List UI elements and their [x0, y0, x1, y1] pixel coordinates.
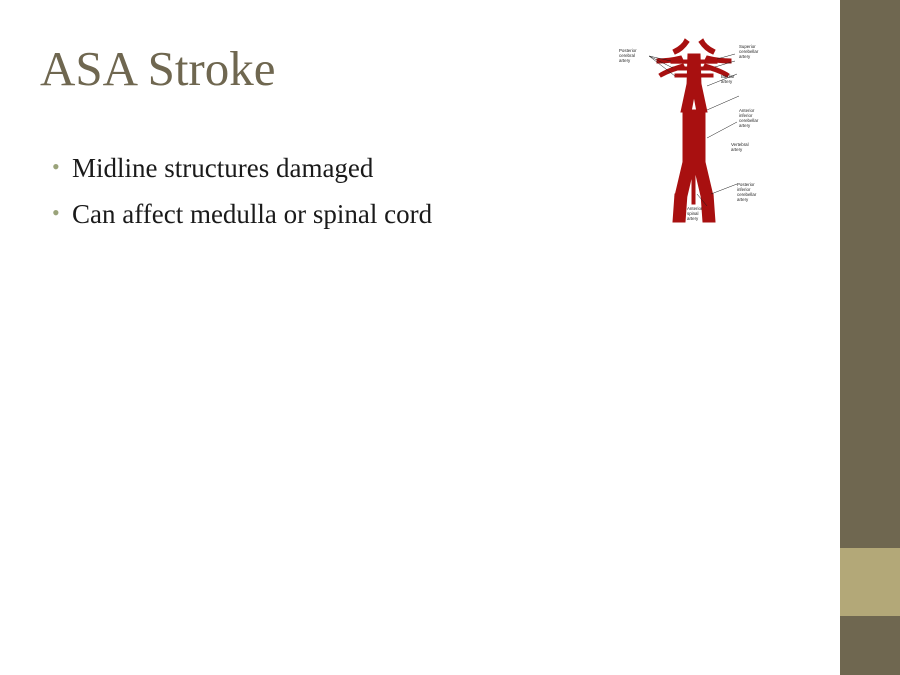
slide-decoration-sidebar — [840, 0, 900, 675]
svg-text:artery: artery — [737, 197, 749, 202]
svg-text:inferior: inferior — [737, 187, 751, 192]
svg-text:cerebellar: cerebellar — [739, 118, 759, 123]
svg-text:artery: artery — [687, 216, 699, 221]
artery-diagram-image — [610, 33, 778, 235]
sidebar-bar-middle — [840, 548, 900, 616]
svg-text:Vertebral: Vertebral — [731, 142, 749, 147]
list-item — [46, 152, 566, 184]
sidebar-bar-bottom — [840, 616, 900, 675]
svg-text:cerebral: cerebral — [619, 53, 635, 58]
svg-text:cerebellar: cerebellar — [739, 49, 759, 54]
bullet-list — [46, 152, 566, 244]
bullet-text: Can affect medulla or spinal cord — [72, 199, 433, 229]
svg-text:cerebellar: cerebellar — [737, 192, 757, 197]
bullet-marker-icon: • — [52, 200, 60, 225]
svg-text:inferior: inferior — [739, 113, 753, 118]
svg-text:Posterior: Posterior — [619, 48, 637, 53]
svg-text:artery: artery — [731, 147, 743, 152]
svg-text:Anterior: Anterior — [687, 206, 703, 211]
bullet-text: Midline structures damaged — [72, 153, 374, 183]
svg-text:Basilar: Basilar — [721, 74, 735, 79]
svg-text:Anterior: Anterior — [739, 108, 755, 113]
slide-title: ASA Stroke — [40, 41, 276, 96]
svg-text:artery: artery — [721, 79, 733, 84]
list-item — [46, 198, 566, 230]
artery-diagram-svg — [611, 34, 777, 234]
svg-text:artery: artery — [739, 123, 751, 128]
svg-text:spinal: spinal — [687, 211, 699, 216]
svg-text:Superior: Superior — [739, 44, 756, 49]
sidebar-bar-top — [840, 0, 900, 548]
svg-text:Posterior: Posterior — [737, 182, 755, 187]
svg-text:artery: artery — [619, 58, 631, 63]
bullet-marker-icon: • — [52, 154, 60, 179]
svg-text:artery: artery — [739, 54, 751, 59]
